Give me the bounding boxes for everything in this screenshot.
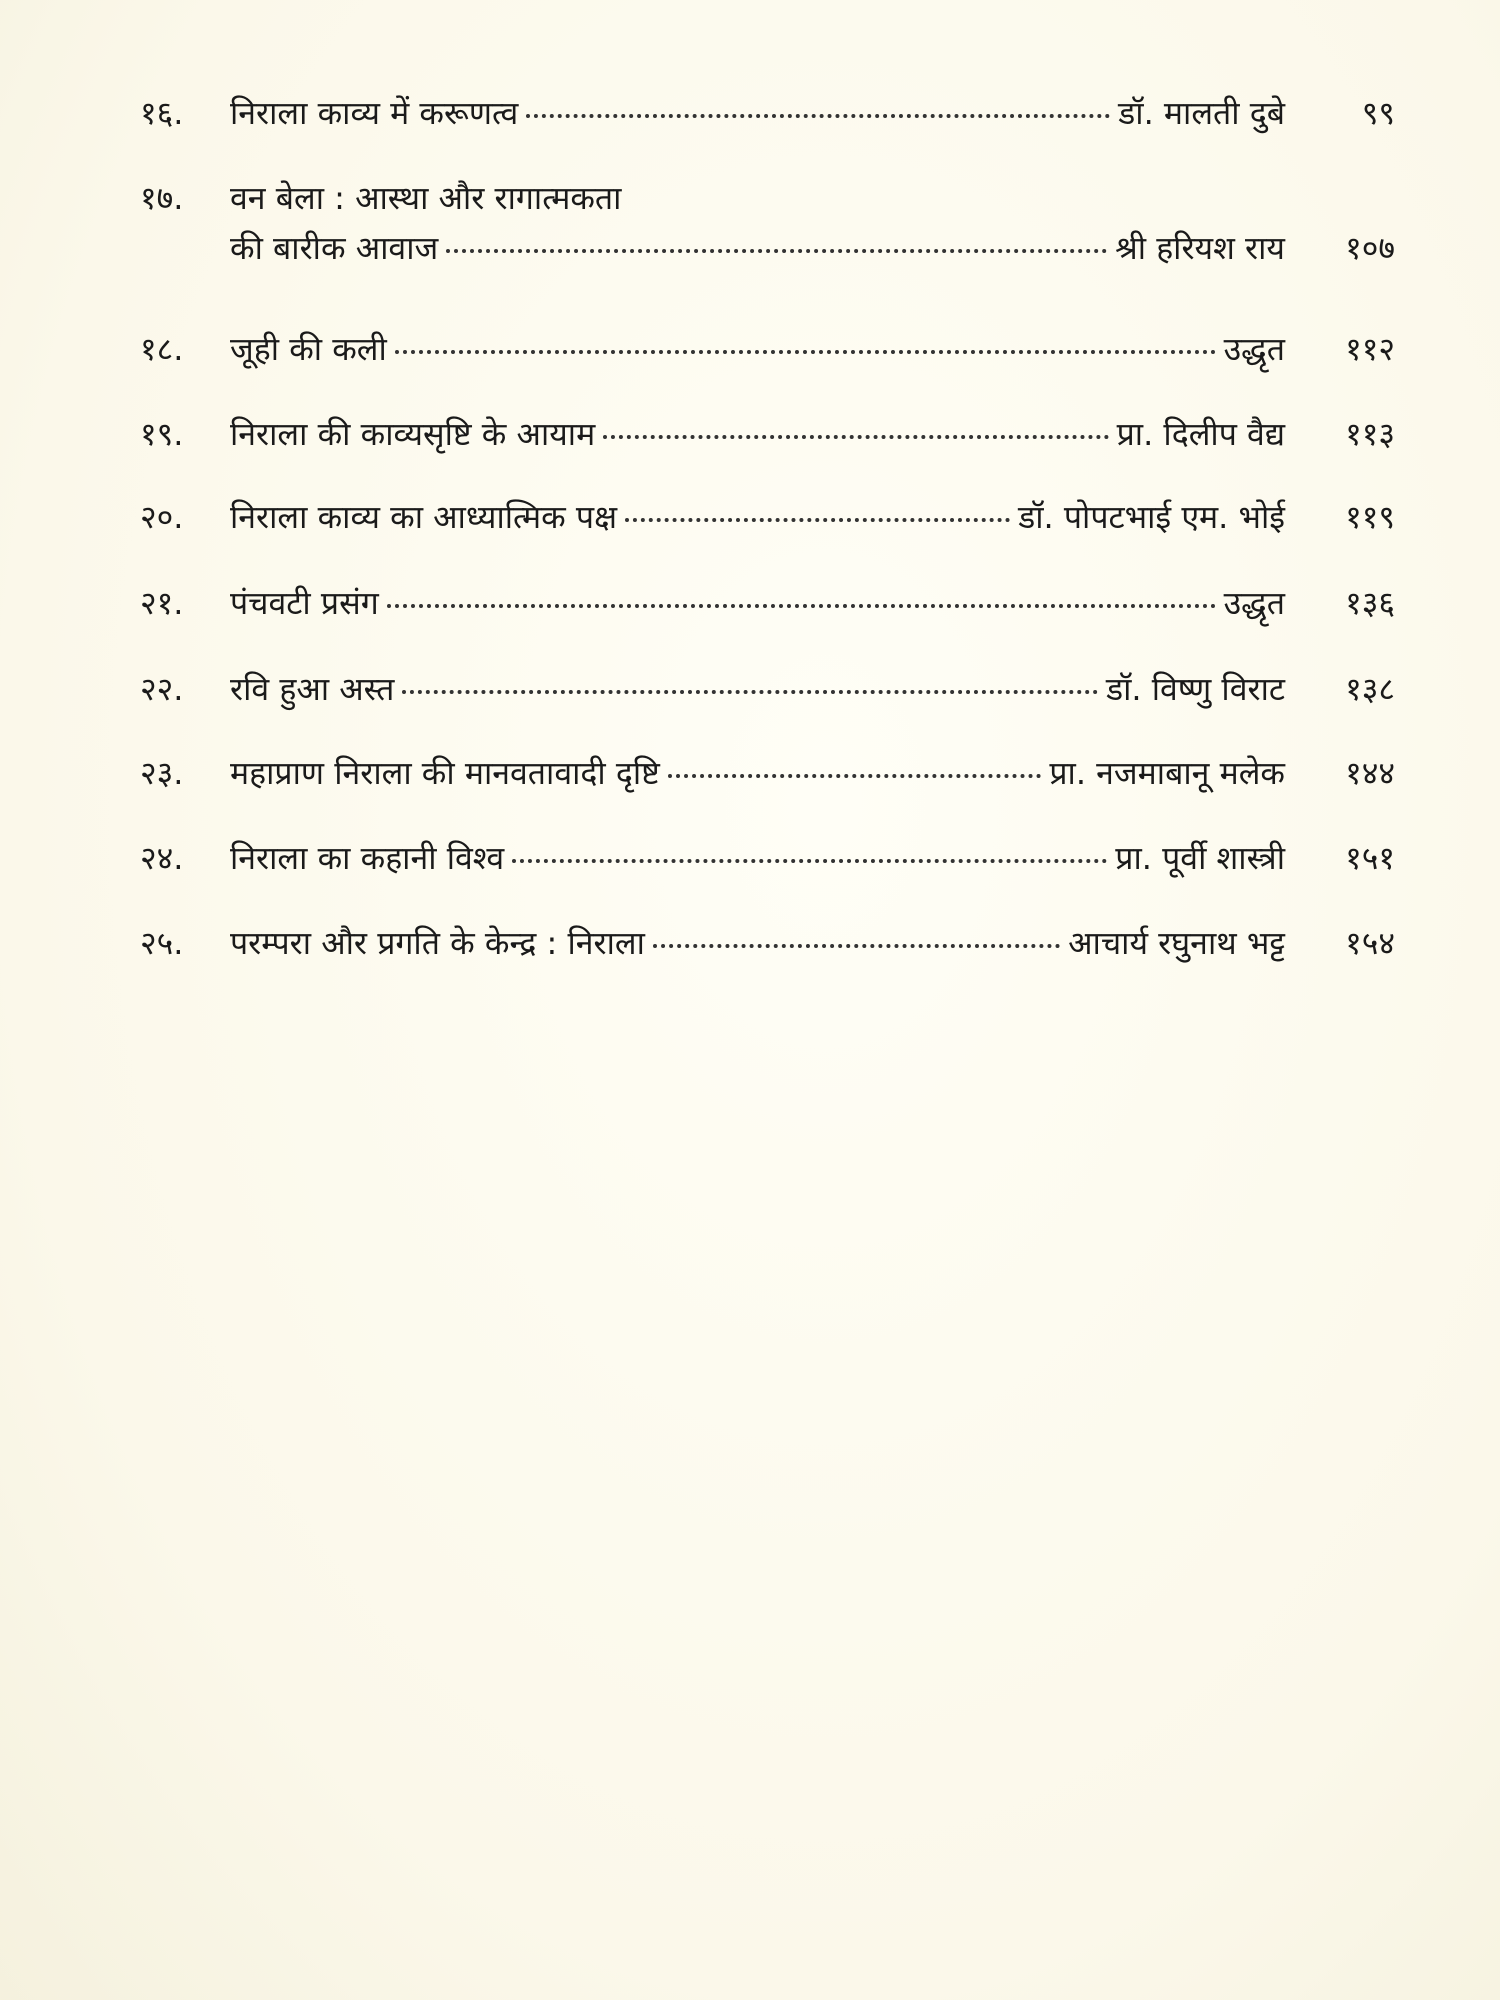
entry-author: उद्धृत <box>1223 330 1285 368</box>
entry-author: प्रा. दिलीप वैद्य <box>1116 415 1285 453</box>
toc-entry[interactable] <box>140 748 1395 798</box>
entry-author: श्री हरियश राय <box>1115 229 1285 267</box>
entry-title: महाप्राण निराला की मानवतावादी दृष्टि <box>230 754 660 792</box>
dot-leader <box>653 944 1060 948</box>
entry-number: १९. <box>140 415 184 453</box>
entry-title: वन बेला : आस्था और रागात्मकता <box>230 179 622 217</box>
entry-number: १७. <box>140 179 184 217</box>
entry-author: डॉ. मालती दुबे <box>1118 94 1285 132</box>
entry-title: निराला काव्य में करूणत्व <box>230 94 519 132</box>
entry-page-number: १०७ <box>1345 229 1395 267</box>
entry-title: निराला काव्य का आध्यात्मिक पक्ष <box>230 498 618 536</box>
entry-number: २४. <box>140 839 184 877</box>
dot-leader <box>446 249 1107 253</box>
dot-leader <box>387 604 1216 608</box>
entry-page-number: ९९ <box>1361 94 1395 132</box>
toc-entry[interactable] <box>140 664 1395 714</box>
entry-page-number: १३६ <box>1345 584 1395 622</box>
entry-title: पंचवटी प्रसंग <box>230 584 379 622</box>
entry-page-number: ११२ <box>1345 330 1395 368</box>
toc-entry[interactable] <box>140 578 1395 628</box>
toc-entry[interactable] <box>140 492 1395 542</box>
dot-leader <box>603 435 1108 439</box>
dot-leader <box>395 350 1216 354</box>
dot-leader <box>402 690 1098 694</box>
entry-title: निराला की काव्यसृष्टि के आयाम <box>230 415 596 453</box>
entry-title: निराला का कहानी विश्व <box>230 839 505 877</box>
entry-title: रवि हुआ अस्त <box>230 670 395 708</box>
dot-leader <box>526 114 1110 118</box>
entry-page-number: १५१ <box>1345 839 1395 877</box>
dot-leader <box>512 859 1107 863</box>
entry-number: १८. <box>140 330 184 368</box>
toc-entry[interactable] <box>140 918 1395 968</box>
entry-author: प्रा. पूर्वी शास्त्री <box>1115 839 1285 877</box>
entry-author: उद्धृत <box>1223 584 1285 622</box>
toc-entry[interactable] <box>140 173 1395 273</box>
dot-leader <box>625 518 1010 522</box>
toc-entry[interactable] <box>140 409 1395 459</box>
entry-page-number: १३८ <box>1345 670 1395 708</box>
toc-entry[interactable] <box>140 324 1395 374</box>
entry-title-continued: की बारीक आवाज <box>230 229 439 267</box>
entry-page-number: ११९ <box>1345 498 1395 536</box>
entry-title: जूही की कली <box>230 330 387 368</box>
entry-number: २३. <box>140 754 184 792</box>
entry-author: प्रा. नजमाबानू मलेक <box>1049 754 1285 792</box>
toc-entry[interactable] <box>140 833 1395 883</box>
entry-page-number: १४४ <box>1345 754 1395 792</box>
entry-page-number: १५४ <box>1345 924 1395 962</box>
entry-author: डॉ. पोपटभाई एम. भोई <box>1018 498 1285 536</box>
toc-entry[interactable] <box>140 88 1395 138</box>
entry-author: आचार्य रघुनाथ भट्ट <box>1068 924 1285 962</box>
entry-title: परम्परा और प्रगति के केन्द्र : निराला <box>230 924 645 962</box>
entry-page-number: ११३ <box>1345 415 1395 453</box>
entry-number: २०. <box>140 498 184 536</box>
entry-number: २१. <box>140 584 184 622</box>
dot-leader <box>668 774 1041 778</box>
entry-number: १६. <box>140 94 184 132</box>
entry-author: डॉ. विष्णु विराट <box>1105 670 1285 708</box>
entry-number: २२. <box>140 670 184 708</box>
entry-number: २५. <box>140 924 184 962</box>
